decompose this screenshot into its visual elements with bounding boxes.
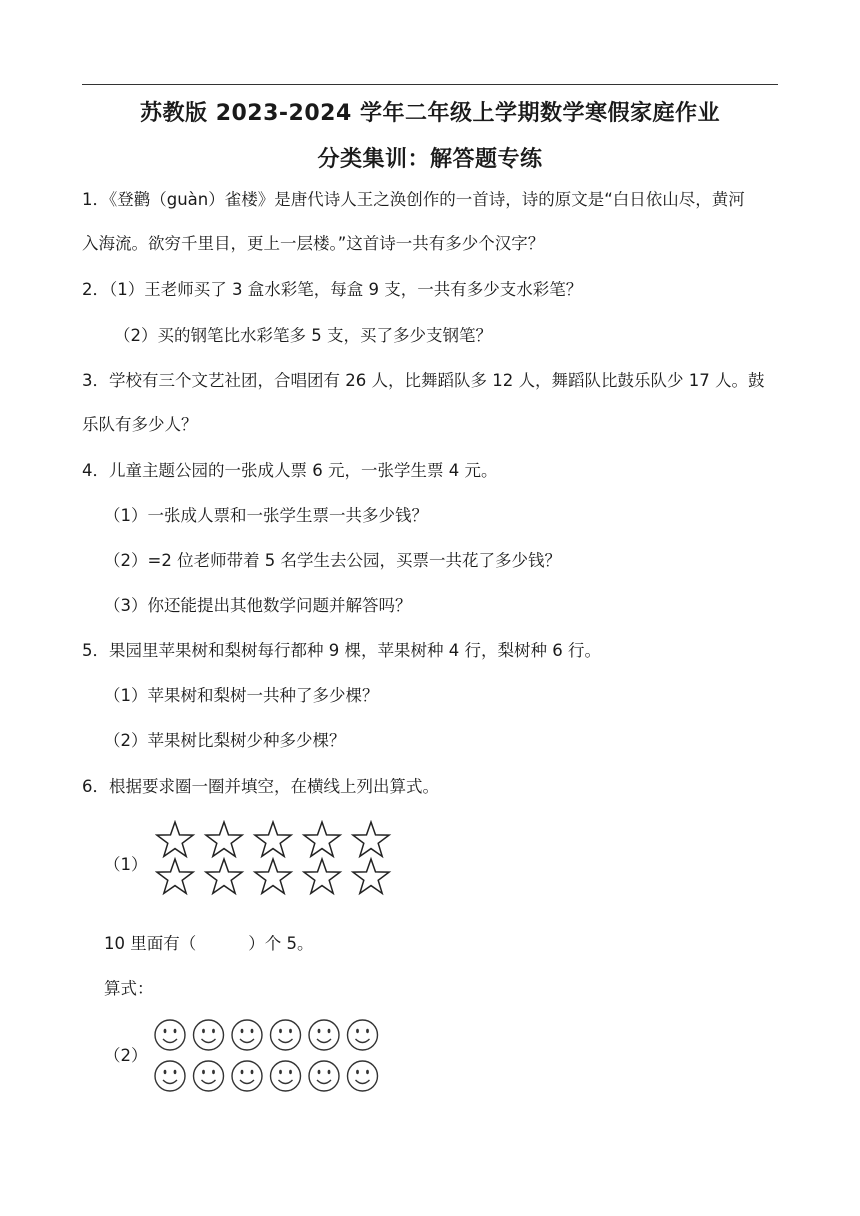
q2-part1: 2．（1）王老师买了 3 盒水彩笔，每盒 9 支，一共有多少支水彩笔？ [82, 280, 583, 299]
q3-line1: 3．学校有三个文艺社团，合唱团有 26 人，比舞蹈队多 12 人，舞蹈队比鼓乐队少 17 人。鼓 [82, 371, 765, 390]
smiley-face-icon [348, 1020, 378, 1050]
smiley-face-icon [155, 1061, 185, 1091]
smiley-face-icon [271, 1061, 301, 1091]
star-icon [304, 859, 340, 893]
q4-sub2: （2）=2 位老师带着 5 名学生去公园，买票一共花了多少钱？ [104, 551, 562, 570]
q2-part2: （2）买的钢笔比水彩笔多 5 支，买了多少支钢笔？ [114, 326, 492, 345]
page-subtitle: 分类集训：解答题专练 [317, 147, 543, 172]
q6-stem: 6．根据要求圈一圈并填空，在横线上列出算式。 [82, 777, 439, 796]
q5-sub1: （1）苹果树和梨树一共种了多少棵？ [104, 686, 379, 705]
smiley-faces-group [153, 1016, 385, 1096]
star-icon [255, 822, 291, 856]
star-icon [353, 822, 389, 856]
fill-prefix: 10 里面有（ [104, 934, 197, 953]
smiley-face-icon [194, 1061, 224, 1091]
q4-stem: 4．儿童主题公园的一张成人票 6 元，一张学生票 4 元。 [82, 461, 498, 480]
smiley-face-icon [155, 1020, 185, 1050]
star-icon [206, 822, 242, 856]
q6-sub1-label: （1） [104, 855, 148, 874]
star-icon [206, 859, 242, 893]
stars-group [155, 820, 395, 900]
smiley-face-icon [232, 1061, 262, 1091]
star-icon [157, 822, 193, 856]
smiley-face-icon [348, 1061, 378, 1091]
smiley-face-icon [232, 1020, 262, 1050]
q1-line2: 入海流。欲穷千里目，更上一层楼。”这首诗一共有多少个汉字？ [82, 234, 545, 253]
star-icon [157, 859, 193, 893]
q3-line2: 乐队有多少人？ [82, 415, 198, 434]
page-title: 苏教版 2023-2024 学年二年级上学期数学寒假家庭作业 [140, 101, 720, 126]
star-icon [353, 859, 389, 893]
q5-stem: 5．果园里苹果树和梨树每行都种 9 棵，苹果树种 4 行，梨树种 6 行。 [82, 641, 601, 660]
smiley-face-icon [271, 1020, 301, 1050]
star-icon [304, 822, 340, 856]
star-icon [255, 859, 291, 893]
smiley-face-icon [309, 1020, 339, 1050]
q1-line1: 1．《登鹳（guàn）雀楼》是唐代诗人王之涣创作的一首诗，诗的原文是“白日依山尽，黄河 [82, 190, 745, 209]
q4-sub3: （3）你还能提出其他数学问题并解答吗？ [104, 596, 412, 615]
q6-sub2-label: （2） [104, 1046, 148, 1065]
q6-fill-sentence [104, 932, 314, 956]
q4-sub1: （1）一张成人票和一张学生票一共多少钱？ [104, 506, 428, 525]
q5-sub2: （2）苹果树比梨树少种多少棵？ [104, 731, 346, 750]
smiley-face-icon [194, 1020, 224, 1050]
formula-label: 算式： [104, 979, 154, 998]
header-rule [82, 84, 778, 85]
fill-suffix: ）个 5。 [248, 934, 314, 953]
smiley-face-icon [309, 1061, 339, 1091]
